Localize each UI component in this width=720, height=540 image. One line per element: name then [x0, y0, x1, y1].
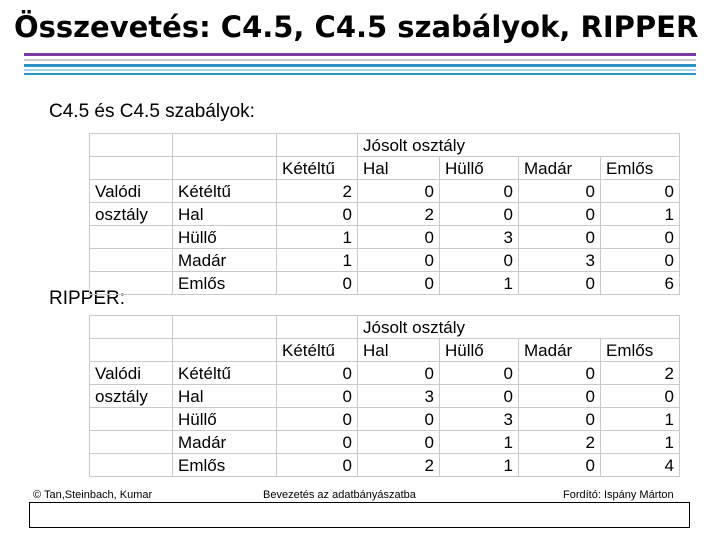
- matrix-cell: 1: [440, 272, 519, 295]
- matrix-cell: 6: [601, 272, 680, 295]
- column-header-class: Hüllő: [440, 339, 519, 362]
- column-header-class: Emlős: [601, 157, 680, 180]
- page-title: Összevetés: C4.5, C4.5 szabályok, RIPPER: [14, 10, 699, 44]
- matrix-cell: 0: [358, 362, 440, 385]
- column-header-class: Emlős: [601, 339, 680, 362]
- matrix-cell: 0: [519, 385, 601, 408]
- empty-cell: [90, 339, 173, 362]
- empty-cell: [90, 157, 173, 180]
- empty-cell: [90, 316, 173, 339]
- matrix-cell: 0: [601, 385, 680, 408]
- title-rule-gray: [24, 59, 696, 61]
- footer-translator: Fordító: Ispány Márton: [563, 489, 674, 501]
- matrix-cell: 0: [358, 180, 440, 203]
- matrix-cell: 0: [277, 362, 358, 385]
- matrix-cell: 3: [440, 226, 519, 249]
- ripper-section-label: RIPPER:: [49, 288, 126, 309]
- footer-copyright: © Tan,Steinbach, Kumar: [33, 489, 153, 501]
- matrix-cell: 0: [358, 408, 440, 431]
- matrix-cell: 0: [519, 272, 601, 295]
- matrix-cell: 0: [519, 362, 601, 385]
- matrix-cell: 0: [601, 226, 680, 249]
- matrix-cell: 0: [519, 203, 601, 226]
- matrix-cell: 0: [601, 180, 680, 203]
- column-header-class: Hal: [358, 157, 440, 180]
- matrix-cell: 0: [440, 362, 519, 385]
- matrix-cell: 1: [601, 203, 680, 226]
- matrix-cell: 1: [277, 249, 358, 272]
- empty-cell: [90, 249, 173, 272]
- table-row: [90, 408, 680, 431]
- matrix-cell: 1: [440, 454, 519, 477]
- actual-class-label: Valódi: [90, 180, 173, 203]
- matrix-cell: 0: [277, 272, 358, 295]
- table-row: [90, 362, 680, 385]
- row-header-class: Hal: [173, 385, 277, 408]
- predicted-class-label: Jósolt osztály: [358, 316, 680, 339]
- empty-cell: [173, 157, 277, 180]
- matrix-cell: 3: [519, 249, 601, 272]
- column-header-class: Madár: [519, 339, 601, 362]
- empty-cell: [173, 316, 277, 339]
- empty-cell: [277, 134, 358, 157]
- matrix-cell: 0: [277, 454, 358, 477]
- matrix-cell: 0: [440, 385, 519, 408]
- row-header-class: Hal: [173, 203, 277, 226]
- column-header-class: Hüllő: [440, 157, 519, 180]
- empty-cell: [90, 454, 173, 477]
- matrix-cell: 0: [277, 408, 358, 431]
- matrix-cell: 3: [358, 385, 440, 408]
- matrix-cell: 2: [601, 362, 680, 385]
- column-header-class: Kétéltű: [277, 339, 358, 362]
- table-row: [90, 385, 680, 408]
- title-rule-blue: [24, 64, 696, 67]
- matrix-cell: 2: [519, 431, 601, 454]
- row-header-class: Hüllő: [173, 226, 277, 249]
- matrix-cell: 0: [358, 272, 440, 295]
- title-rule-blue-2: [24, 73, 696, 75]
- column-header-class: Kétéltű: [277, 157, 358, 180]
- c45-section-label: C4.5 és C4.5 szabályok:: [49, 101, 255, 122]
- table-row: [90, 272, 680, 295]
- matrix-cell: 0: [519, 454, 601, 477]
- footer-course: Bevezetés az adatbányászatba: [263, 489, 416, 501]
- empty-cell: [90, 226, 173, 249]
- empty-cell: [90, 134, 173, 157]
- row-header-class: Emlős: [173, 454, 277, 477]
- row-header-class: Emlős: [173, 272, 277, 295]
- table-row: [90, 226, 680, 249]
- matrix-cell: 1: [601, 408, 680, 431]
- matrix-cell: 0: [519, 408, 601, 431]
- table-row: [90, 454, 680, 477]
- empty-cell: [90, 272, 173, 295]
- matrix-cell: 0: [519, 180, 601, 203]
- empty-cell: [173, 134, 277, 157]
- matrix-cell: 1: [601, 431, 680, 454]
- matrix-cell: 2: [358, 454, 440, 477]
- predicted-class-label: Jósolt osztály: [358, 134, 680, 157]
- matrix-cell: 1: [440, 431, 519, 454]
- matrix-cell: 0: [358, 431, 440, 454]
- empty-cell: [173, 339, 277, 362]
- table-row: [90, 431, 680, 454]
- matrix-cell: 0: [440, 180, 519, 203]
- actual-class-label: osztály: [90, 203, 173, 226]
- matrix-cell: 0: [519, 226, 601, 249]
- table-row: [90, 203, 680, 226]
- matrix-cell: 2: [358, 203, 440, 226]
- title-rule-lightblue: [24, 69, 696, 71]
- table-row: [90, 180, 680, 203]
- row-header-class: Madár: [173, 431, 277, 454]
- empty-cell: [90, 408, 173, 431]
- matrix-cell: 0: [277, 431, 358, 454]
- c45-confusion-table: [89, 133, 680, 295]
- matrix-cell: 2: [277, 180, 358, 203]
- row-header-class: Hüllő: [173, 408, 277, 431]
- actual-class-label: osztály: [90, 385, 173, 408]
- matrix-cell: 0: [277, 203, 358, 226]
- column-header-class: Madár: [519, 157, 601, 180]
- matrix-cell: 4: [601, 454, 680, 477]
- matrix-cell: 0: [358, 249, 440, 272]
- column-header-class: Hal: [358, 339, 440, 362]
- actual-class-label: Valódi: [90, 362, 173, 385]
- table-row: [90, 249, 680, 272]
- matrix-cell: 0: [358, 226, 440, 249]
- matrix-cell: 0: [440, 203, 519, 226]
- empty-cell: [277, 316, 358, 339]
- empty-cell: [90, 431, 173, 454]
- matrix-cell: 0: [277, 385, 358, 408]
- matrix-cell: 0: [601, 249, 680, 272]
- matrix-cell: 0: [440, 249, 519, 272]
- title-rule-purple: [24, 53, 696, 56]
- row-header-class: Kétéltű: [173, 362, 277, 385]
- matrix-cell: 3: [440, 408, 519, 431]
- footer-box: [29, 502, 690, 528]
- row-header-class: Madár: [173, 249, 277, 272]
- row-header-class: Kétéltű: [173, 180, 277, 203]
- ripper-confusion-table: [89, 315, 680, 477]
- matrix-cell: 1: [277, 226, 358, 249]
